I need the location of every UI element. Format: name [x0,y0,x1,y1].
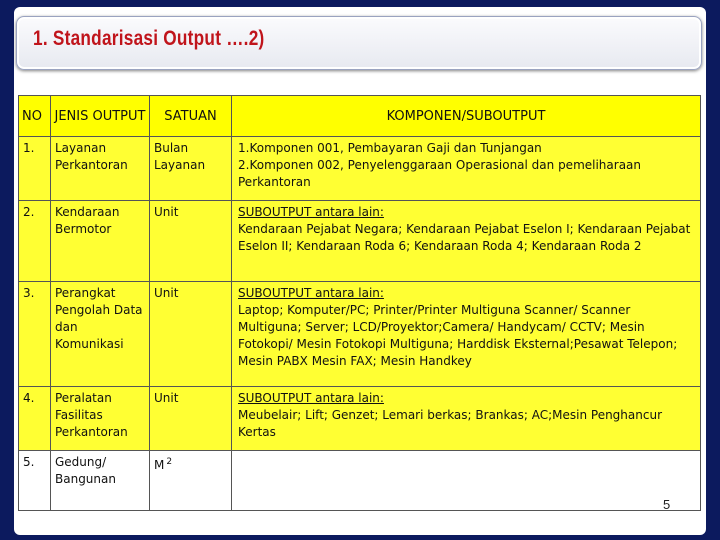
cell-no: 5. [19,451,51,511]
suboutput-heading: SUBOUTPUT antara lain: [238,205,384,219]
slide-title: 1. Standarisasi Output ….2) [33,27,265,50]
cell-komponen [232,282,701,387]
title-bar [16,16,702,70]
cell-satuan: Bulan Layanan [150,137,232,201]
suboutput-text: Kendaraan Pejabat Negara; Kendaraan Pejabat Eselon I; Kendaraan Pejabat Eselon II; Kendaraan Roda 6; Kendaraan Roda 4; Kendaraan Roda 2 [238,222,691,253]
suboutput-heading: SUBOUTPUT antara lain: [238,286,384,300]
table-row [19,451,701,511]
table-row [19,282,701,387]
cell-jenis: Kendaraan Bermotor [51,201,150,282]
cell-satuan [150,451,232,511]
cell-satuan: Unit [150,387,232,451]
satuan-exponent: 2 [166,457,173,467]
suboutput-heading: SUBOUTPUT antara lain: [238,391,384,405]
cell-satuan: Unit [150,201,232,282]
cell-jenis: Gedung/ Bangunan [51,451,150,511]
komponen-line: 2.Komponen 002, Penyelenggaraan Operasional dan pemeliharaan Perkantoran [238,158,642,189]
table-row [19,387,701,451]
header-satuan: SATUAN [150,96,232,137]
cell-komponen [232,387,701,451]
cell-jenis: Layanan Perkantoran [51,137,150,201]
table-row [19,201,701,282]
table-row [19,137,701,201]
cell-no: 3. [19,282,51,387]
page-number: 5 [663,497,671,512]
cell-satuan: Unit [150,282,232,387]
cell-no: 4. [19,387,51,451]
cell-komponen [232,201,701,282]
suboutput-text: Meubelair; Lift; Genzet; Lemari berkas; Brankas; AC;Mesin Penghancur Kertas [238,408,663,439]
output-standard-table [18,95,701,511]
cell-jenis: Perangkat Pengolah Data dan Komunikasi [51,282,150,387]
cell-no: 1. [19,137,51,201]
table-header-row [19,96,701,137]
suboutput-text: Laptop; Komputer/PC; Printer/Printer Multiguna Scanner/ Scanner Multiguna; Server; LCD/Proyektor;Camera/ Handycam/ CCTV; Mesin Fotokopi/ Mesin Fotokopi Multiguna; Harddisk Eksternal;Pesawat Telepon; Mesin PABX Mesin FAX; Mesin Handkey [238,303,678,368]
cell-komponen [232,451,701,511]
satuan-unit: M [154,458,165,472]
cell-komponen [232,137,701,201]
cell-no: 2. [19,201,51,282]
cell-jenis: Peralatan Fasilitas Perkantoran [51,387,150,451]
header-jenis-output: JENIS OUTPUT [51,96,150,137]
header-no: NO [19,96,51,137]
komponen-line: 1.Komponen 001, Pembayaran Gaji dan Tunjangan [238,141,542,155]
header-komponen: KOMPONEN/SUBOUTPUT [232,96,701,137]
